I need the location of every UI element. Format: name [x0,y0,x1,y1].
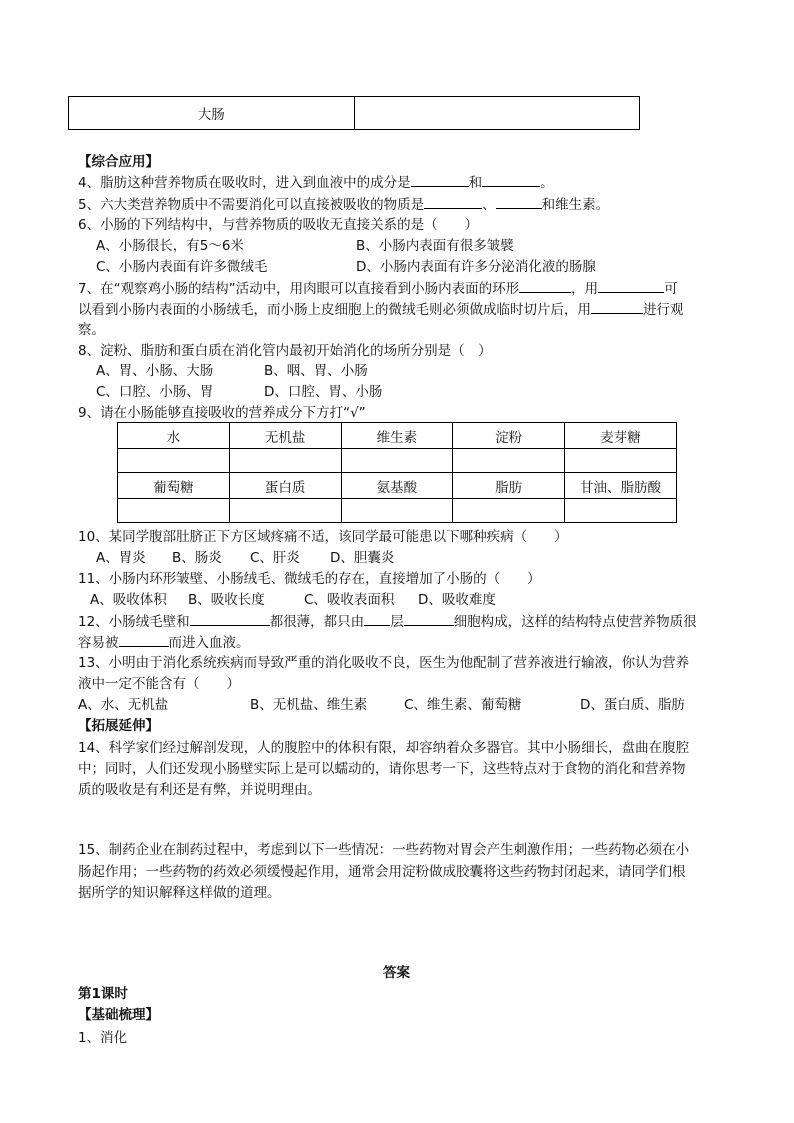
q11-option-d[interactable]: D、吸收难度 [418,592,496,608]
q12-blank-1[interactable] [190,611,270,626]
q7-text-a: 7、在“观察鸡小肠的结构”活动中，用肉眼可以直接看到小肠内表面的环形 [78,281,520,297]
question-6-stem: 6、小肠的下列结构中，与营养物质的吸收无直接关系的是（ ） [78,217,479,233]
nutrient-cell: 水 [118,423,230,449]
nutrient-cell: 维生素 [341,423,453,449]
q4-text-a: 4、脂肪这种营养物质在吸收时，进入到血液中的成分是 [78,175,411,191]
q11-option-c[interactable]: C、吸收表面积 [304,592,395,608]
q12-text-f: 而进入血液。 [168,635,250,651]
check-cell[interactable] [229,499,341,523]
q7-blank-3[interactable] [591,299,643,314]
question-9-stem: 9、请在小肠能够直接吸收的营养成分下方打“√” [78,405,366,421]
q12-text-a: 12、小肠绒毛壁和 [78,614,190,630]
q6-option-d[interactable]: D、小肠内表面有许多分泌消化液的肠腺 [356,259,596,275]
nutrient-cell: 氨基酸 [341,473,453,499]
q12-text-c: 层 [390,614,404,630]
question-14-line-1: 14、科学家们经过解剖发现，人的腹腔中的体积有限，却容纳着众多器官。其中小肠细长，盘曲在腹腔 [78,740,690,756]
q12-blank-3[interactable] [404,611,454,626]
q5-blank-2[interactable] [496,194,542,209]
top-table [68,96,640,130]
q13-option-c[interactable]: C、维生素、葡萄糖 [404,697,522,713]
q10-option-c[interactable]: C、肝炎 [250,550,300,566]
q12-text-b: 都很薄，都只由 [269,614,365,630]
q4-text-b: 和 [468,175,483,191]
question-13-line-2: 液中一定不能含有（ ） [78,676,240,692]
nutrient-cell: 麦芽糖 [565,423,677,449]
check-cell[interactable] [341,499,453,523]
q8-option-c[interactable]: C、口腔、小肠、胃 [96,384,214,400]
q4-blank-1[interactable] [411,172,469,187]
nutrient-cell: 葡萄糖 [118,473,230,499]
question-7-line-2 [78,299,684,320]
q11-option-a[interactable]: A、吸收体积 [90,592,167,608]
section-heading-zonghe: 【综合应用】 [78,154,159,170]
q13-option-d[interactable]: D、蛋白质、脂肪 [580,697,685,713]
check-cell[interactable] [118,499,230,523]
check-cell[interactable] [229,449,341,473]
question-15-line-1: 15、制药企业在制药过程中，考虑到以下一些情况：一些药物对胃会产生刺激作用；一些药物必须在小 [78,842,690,858]
q10-option-a[interactable]: A、胃炎 [96,550,146,566]
section-heading-tuozhan: 【拓展延伸】 [78,718,159,734]
question-8-stem: 8、淀粉、脂肪和蛋白质在消化管内最初开始消化的场所分别是（ ） [78,343,492,359]
nutrient-cell: 淀粉 [453,423,565,449]
q7-text-c: 可 [664,281,678,297]
check-cell[interactable] [565,499,677,523]
q4-text-c: 。 [540,175,554,191]
q12-blank-2[interactable] [364,611,390,626]
q12-text-e: 容易被 [78,635,119,651]
q13-option-b[interactable]: B、无机盐、维生素 [250,697,368,713]
top-table-cell-large-intestine: 大肠 [69,97,355,130]
nutrient-cell: 脂肪 [453,473,565,499]
q10-option-b[interactable]: B、肠炎 [172,550,222,566]
q7-text-b: ，用 [571,281,599,297]
question-12-line-1 [78,611,697,632]
answers-lesson-heading: 第1课时 [78,986,128,1002]
nutrient-cell: 蛋白质 [229,473,341,499]
question-15-line-3: 据所学的知识解释这样做的道理。 [78,885,281,901]
check-cell[interactable] [118,449,230,473]
question-11-stem: 11、小肠内环形皱壁、小肠绒毛、微绒毛的存在，直接增加了小肠的（ ） [78,571,541,587]
q8-option-b[interactable]: B、咽、胃、小肠 [264,363,368,379]
answers-section-heading: 【基础梳理】 [78,1007,159,1023]
q5-text-b: 、 [482,197,496,213]
nutrient-cell: 无机盐 [229,423,341,449]
q8-option-a[interactable]: A、胃、小肠、大肠 [96,363,214,379]
q8-option-d[interactable]: D、口腔、胃、小肠 [264,384,383,400]
check-cell[interactable] [565,449,677,473]
nutrient-table [117,422,677,523]
q5-text-a: 5、六大类营养物质中不需要消化可以直接被吸收的物质是 [78,197,425,213]
q13-option-a[interactable]: A、水、无机盐 [78,697,169,713]
q6-option-b[interactable]: B、小肠内表面有很多皱襞 [356,238,514,254]
q6-option-a[interactable]: A、小肠很长，有5～6米 [96,238,244,254]
q7-text-d: 以看到小肠内表面的小肠绒毛，而小肠上皮细胞上的微绒毛则必须做成临时切片后，用 [78,302,591,318]
question-14-line-3: 质的吸收是有利还是有弊，并说明理由。 [78,782,321,798]
question-7-line-3: 察。 [78,322,105,338]
q4-blank-2[interactable] [482,172,540,187]
answers-title: 答案 [383,965,410,981]
question-5 [78,194,609,215]
top-table-cell-answer [354,97,639,130]
answers-item-1: 1、消化 [78,1030,128,1046]
q10-option-d[interactable]: D、胆囊炎 [330,550,395,566]
q12-text-d: 细胞构成，这样的结构特点使营养物质很 [453,614,697,630]
check-cell[interactable] [341,449,453,473]
q5-blank-1[interactable] [424,194,482,209]
nutrient-cell: 甘油、脂肪酸 [565,473,677,499]
check-cell[interactable] [453,499,565,523]
q7-blank-1[interactable] [519,278,571,293]
question-13-line-1: 13、小明由于消化系统疾病而导致严重的消化吸收不良，医生为他配制了营养液进行输液，你认为营养 [78,655,690,671]
q7-blank-2[interactable] [598,278,664,293]
q5-text-c: 和维生素。 [541,197,610,213]
q11-option-b[interactable]: B、吸收长度 [188,592,265,608]
question-15-line-2: 肠起作用；一些药物的药效必须缓慢起作用，通常会用淀粉做成胶囊将这些药物封闭起来，请同学们根 [78,864,686,880]
check-cell[interactable] [453,449,565,473]
question-7-line-1 [78,278,678,299]
q6-option-c[interactable]: C、小肠内表面有许多微绒毛 [96,259,268,275]
q12-blank-4[interactable] [119,632,169,647]
question-14-line-2: 中；同时，人们还发现小肠壁实际上是可以蠕动的，请你思考一下，这些特点对于食物的消化和营养物 [78,761,686,777]
question-10-stem: 10、某同学腹部肚脐正下方区域疼痛不适，该同学最可能患以下哪种疾病（ ） [78,529,568,545]
question-4 [78,172,554,193]
q7-text-e: 进行观 [643,302,684,318]
question-12-line-2 [78,632,250,653]
